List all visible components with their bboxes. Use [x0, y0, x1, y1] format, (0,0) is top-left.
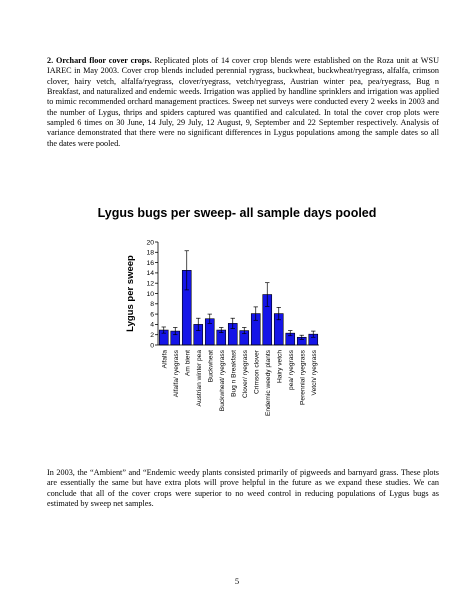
y-tick-label: 10 [146, 290, 154, 298]
y-tick-label: 2 [150, 332, 154, 339]
conclusion-paragraph: In 2003, the “Ambient” and “Endemic weedy plants consisted primarily of pigweeds and barnyard grass. These plots are essentially the same but have extra plots will prove helpful in the future as we expand these studies. We can conclude that all of the cover crops were superior to no weed control in reducing populations of Lygus bugs as estimated by sweep net samples. [47, 468, 439, 509]
y-tick-label: 12 [146, 280, 154, 288]
x-tick-label: Am bient [184, 350, 192, 377]
x-tick-label: Alfalfa [161, 350, 169, 369]
section-heading: 2. Orchard floor cover crops. [47, 56, 152, 65]
x-tick-label: Buckwheat/ ryegrass [218, 350, 226, 412]
y-tick-label: 20 [146, 239, 154, 247]
y-tick-label: 14 [146, 270, 154, 278]
cover-crops-text: Replicated plots of 14 cover crop blends were established on the Roza unit at WSU IAREC in May 2003. Cover crop blends included perennial rygrass, buckwheat, buckwheat/ryegrass, alfalfa, crimson clover, hairy vetch, alfalfa/ryegrass, clover/ryegrass, vetch/ryegrass, Austrian winter pea, pea/ryegrass, Bug n Breakfast, and naturalized and endemic weeds. Irrigation was applied by handline sprinklers and irrigation was applied to mimic recommended orchard management practices. Sweep net surveys were conducted every 2 weeks in 2003 and the number of Lygus, thrips and spiders captured was quantified and calculated. In total the cover crop plots were sampled 6 times on 30 June, 14 July, 29 July, 12 August, 9, September and 22 September respectively. Analysis of variance demonstrated that there were no significant differences in Lygus populations among the sample dates so all the dates were pooled. [47, 56, 439, 148]
y-tick-label: 4 [150, 321, 154, 329]
y-tick-label: 8 [150, 301, 154, 309]
y-tick-label: 0 [150, 342, 154, 350]
x-tick-label: Hairy vetch [276, 350, 284, 383]
x-tick-label: Alfalfa/ ryegrass [172, 350, 180, 398]
x-tick-label: Austrian winter pea [195, 350, 203, 407]
x-tick-label: Endemic weedy plants [264, 350, 272, 416]
y-axis-label: Lygus per sweep [125, 255, 136, 332]
x-tick-label: Vetch/ ryegrass [310, 350, 318, 396]
x-tick-label: Perennial ryegrass [299, 350, 307, 405]
x-tick-label: Crimson clover [253, 350, 261, 394]
x-tick-label: Buckwheat [207, 350, 215, 383]
y-tick-label: 16 [146, 259, 154, 267]
y-tick-label: 6 [150, 311, 154, 319]
x-tick-label: Clover/ ryegrass [241, 350, 249, 399]
x-tick-label: pea/ ryegrass [287, 350, 295, 390]
x-tick-label: Bug n Breakfast [230, 350, 238, 397]
page-number: 5 [234, 576, 240, 586]
y-tick-label: 18 [146, 249, 154, 257]
chart-title: Lygus bugs per sweep- all sample days pooled [97, 206, 377, 220]
